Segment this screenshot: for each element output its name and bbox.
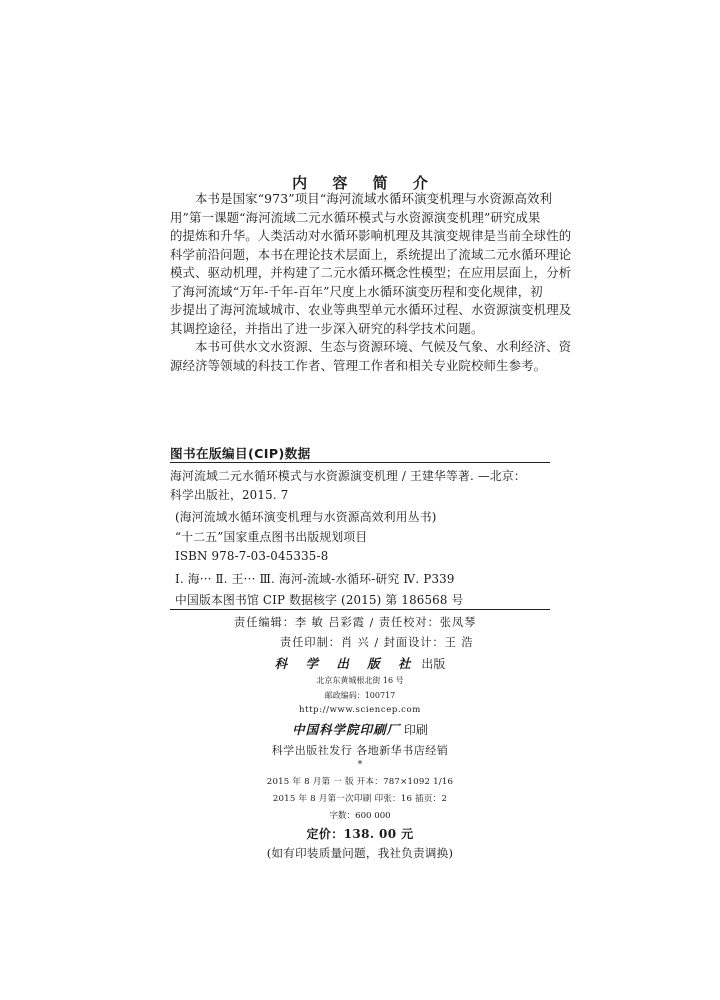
edition-line: 2015 年 8 月第 一 版 开本：787×1092 1/16: [266, 777, 454, 787]
price: 定价：138. 00 元: [306, 827, 414, 841]
distributor-line: 科学出版社发行 各地新华书店经销: [271, 744, 449, 757]
summary-line: 了海河流域“万年-千年-百年”尺度上水循环演变历程和变化规律，初: [170, 283, 543, 299]
publisher-postcode: 邮政编码：100717: [324, 691, 396, 700]
cip-line: (海河流域水循环演变机理与水资源高效利用丛书): [175, 510, 437, 524]
cip-bottom-rule: [170, 609, 550, 610]
summary-line: 科学前沿问题，本书在理论技术层面上，系统提出了流域二元水循环理论: [170, 246, 572, 262]
publisher-address: 北京东黄城根北街 16 号: [316, 676, 404, 685]
quality-notice: (如有印装质量问题，我社负责调换): [266, 846, 454, 860]
summary-line: 用”第一课题“海河流域二元水循环模式与水资源演变机理”研究成果: [170, 209, 541, 225]
printer-name: 中国科学院印刷厂: [292, 722, 401, 737]
summary-line: 模式、驱动机理，并构建了二元水循环概念性模型；在应用层面上，分析: [170, 265, 572, 280]
summary-line: 的提炼和升华。人类活动对水循环影响机理及其演变规律是当前全球性的: [170, 228, 572, 243]
publisher-line: [0, 654, 720, 672]
summary-line: 源经济等领域的科技工作者、管理工作者和相关专业院校师生参考。: [170, 357, 547, 373]
summary-line: 本书可供水文水资源、生态与资源环境、气候及气象、水利经济、资: [195, 339, 572, 354]
cip-header: 图书在版编目(CIP)数据: [170, 446, 311, 461]
printing-line: 2015 年 8 月第一次印刷 印张：16 插页：2: [272, 794, 448, 804]
separator-star: *: [357, 760, 363, 770]
credit-editors: 责任编辑：李 敏 吕彩霞 / 责任校对：张凤琴: [234, 616, 477, 629]
word-count: 字数：600 000: [329, 811, 391, 821]
cip-top-rule: [170, 462, 550, 463]
publisher-url: http://www.sciencep.com: [299, 705, 421, 715]
cip-line: “十二五”国家重点图书出版规划项目: [175, 530, 368, 544]
cip-line: Ⅰ. 海··· Ⅱ. 王··· Ⅲ. 海河-流域-水循环-研究 Ⅳ. P339: [175, 572, 455, 586]
page-title: 内 容 简 介: [292, 174, 438, 192]
cip-line: 海河流域二元水循环模式与水资源演变机理 / 王建华等著. —北京：: [170, 469, 526, 483]
publisher-suffix: 出版: [421, 657, 446, 671]
cip-line: 科学出版社，2015. 7: [170, 488, 289, 502]
printer-line: [0, 720, 720, 738]
summary-line: 本书是国家“973”项目“海河流域水循环演变机理与水资源高效利: [195, 191, 553, 206]
summary-line: 其调控途径，并指出了进一步深入研究的科学技术问题。: [170, 320, 484, 336]
printer-suffix: 印刷: [403, 723, 428, 737]
cip-line: ISBN 978-7-03-045335-8: [175, 549, 329, 563]
summary-line: 步提出了海河流域城市、农业等典型单元水循环过程、水资源演变机理及: [170, 302, 572, 317]
publisher-name: 科 学 出 版 社: [274, 656, 418, 671]
credit-print-design: 责任印制：肖 兴 / 封面设计：王 浩: [280, 636, 474, 649]
cip-line: 中国版本图书馆 CIP 数据核字 (2015) 第 186568 号: [175, 593, 464, 607]
